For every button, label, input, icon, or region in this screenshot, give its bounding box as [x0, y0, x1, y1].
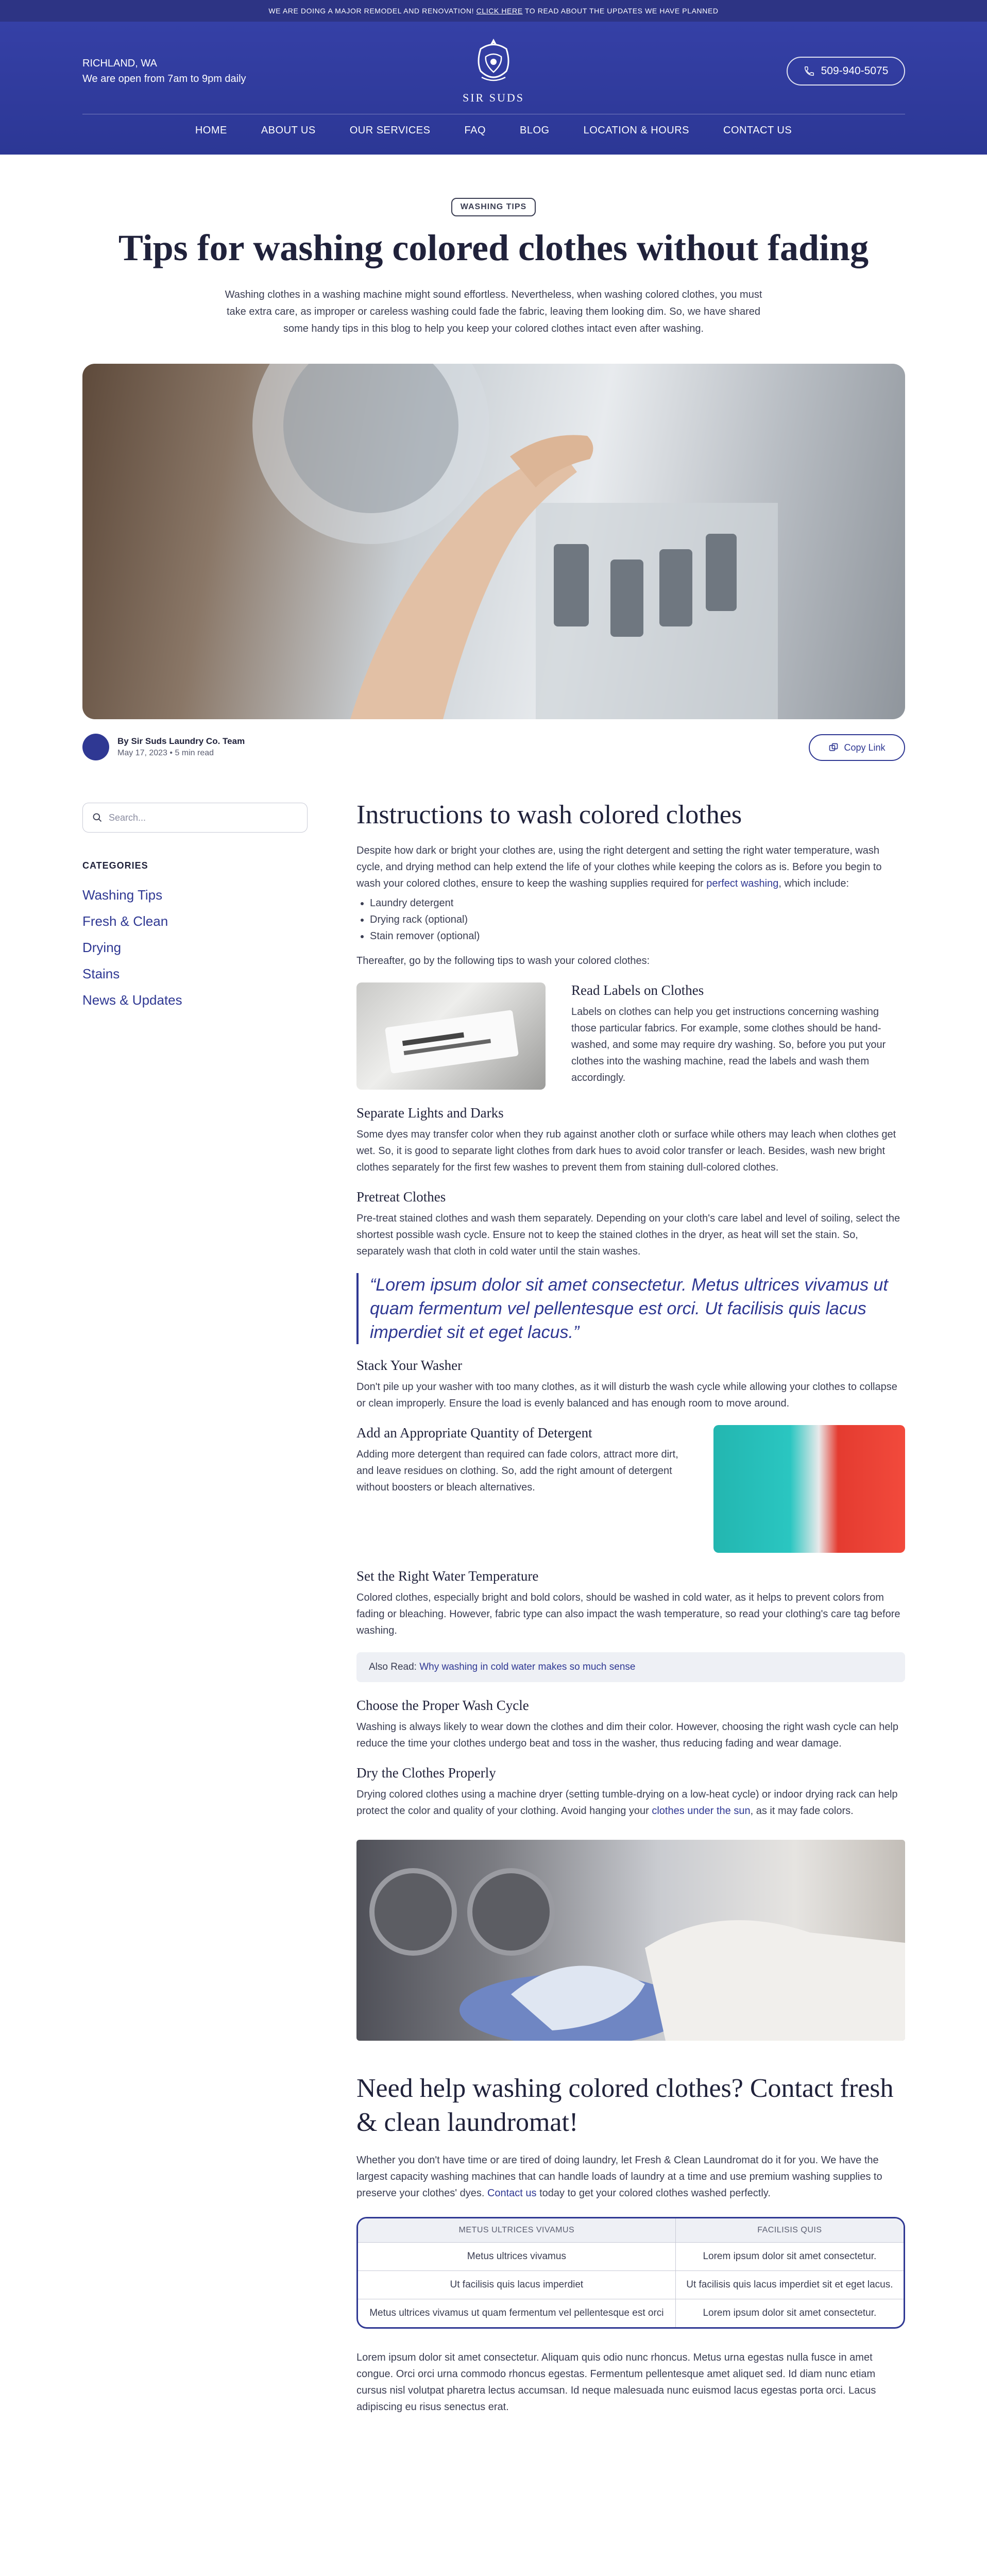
- announcement-link[interactable]: CLICK HERE: [476, 7, 523, 15]
- section-heading-instructions: Instructions to wash colored clothes: [356, 800, 742, 829]
- copy-link-button[interactable]: [809, 734, 905, 761]
- hero-image: [82, 364, 905, 719]
- logo-brand-text: SIR SUDS: [463, 91, 524, 104]
- table-row: [358, 2270, 904, 2299]
- supplies-list: [370, 895, 905, 944]
- paragraph-final: Lorem ipsum dolor sit amet consectetur. Aliquam quis odio nunc rhoncus. Metus urna egestas nulla fusce in amet congue. Orci orci urna commodo rhoncus egestas. Fermentum pellentesque amet aliquet sed. Id diam nunc etiam cursus nisl volutpat pharetra lectus accumsan. Id neque malesuada nunc euismod lacus egestas porta orci. Lacus adipiscing eu risus senectus erat.: [356, 2352, 876, 2413]
- article-meta: [117, 749, 245, 758]
- article-date: May 17, 2023: [117, 749, 167, 757]
- category-news-updates[interactable]: News & Updates: [82, 992, 182, 1008]
- author-avatar: [82, 734, 109, 760]
- table-header-row: [358, 2218, 904, 2242]
- search-input[interactable]: Search...: [109, 812, 146, 823]
- table-cell: Ut facilisis quis lacus imperdiet sit et eget lacus.: [675, 2270, 904, 2299]
- table-header-cell: FACILISIS QUIS: [675, 2218, 904, 2242]
- paragraph-tips-intro: Thereafter, go by the following tips to wash your colored clothes:: [356, 955, 650, 967]
- info-table: [356, 2217, 905, 2329]
- table-cell: Metus ultrices vivamus: [358, 2242, 675, 2270]
- laundry-illustration: [356, 1840, 905, 2041]
- nav-faq[interactable]: FAQ: [464, 125, 486, 136]
- detergent-block: [356, 1425, 905, 1553]
- nav-blog[interactable]: BLOG: [520, 125, 550, 136]
- table-header-cell: METUS ULTRICES VIVAMUS: [358, 2218, 675, 2242]
- supply-item: • Stain remover (optional): [370, 928, 905, 944]
- tip-text-dry: Drying colored clothes using a machine dryer (setting tumble-drying on a low-heat cycle) or indoor drying rack can help protect the color and quality of your clothing. Avoid hanging your clothes under the sun, as it may fade colors.: [356, 1789, 898, 1817]
- table-row: [358, 2242, 904, 2270]
- tip-heading-labels: Read Labels on Clothes: [571, 982, 704, 998]
- blockquote: “Lorem ipsum dolor sit amet consectetur. Metus ultrices vivamus ut quam fermentum vel pellentesque est orci. Ut facilisis quis lacus imperdiet sit et eget lacus.”: [356, 1273, 905, 1344]
- nav-home[interactable]: HOME: [195, 125, 227, 136]
- search-box[interactable]: [82, 803, 308, 833]
- paragraph-contact: Whether you don't have time or are tired of doing laundry, let Fresh & Clean Laundromat do it for you. We have the largest capacity washing machines that can handle loads of laundry at a time and use premium washing supplies to preserve your clothes' dyes. Contact us today to get your colored clothes washed perfectly.: [356, 2155, 882, 2199]
- site-logo[interactable]: [463, 36, 524, 113]
- announcement-text-after: TO READ ABOUT THE UPDATES WE HAVE PLANNED: [524, 7, 719, 15]
- hours-text: We are open from 7am to 9pm daily: [82, 73, 246, 84]
- table-cell: Lorem ipsum dolor sit amet consectetur.: [675, 2299, 904, 2327]
- tip-text-separate: Some dyes may transfer color when they rub against another cloth or surface while others may leach when clothes get wet. So, it is good to separate light clothes from dark hues to avoid color transfer or leach. Besides, wash new bright clothes separately for the first few washes to prevent them from staining dull-colored clothes.: [356, 1129, 896, 1173]
- clothing-label-illustration: [356, 982, 546, 1090]
- laundry-image: [356, 1840, 905, 2041]
- tip-text-pretreat: Pre-treat stained clothes and wash them separately. Depending on your cloth's care label and level of soiling, select the shortest possible wash cycle. Ensure not to keep the stained clothes in the dryer, as heat will set the stain. So, separately wash that cloth in cold water until the stain washes.: [356, 1213, 900, 1257]
- tip-heading-separate: Separate Lights and Darks: [356, 1105, 504, 1121]
- author-name: By Sir Suds Laundry Co. Team: [117, 736, 245, 746]
- read-time: 5 min read: [175, 749, 214, 757]
- article-intro: Washing clothes in a washing machine might sound effortless. Nevertheless, when washing colored clothes, you must take extra care, as improper or careless washing could fade the fabric, leaving them looking dim. So, we have shared some handy tips in this blog to help you keep your colored clothes intact even after washing.: [225, 289, 762, 334]
- tip-text-stack: Don't pile up your washer with too many clothes, as it will disturb the wash cycle while allowing your clothes to collapse or clean improperly. Ensure the load is evenly balanced and has enough room to move around.: [356, 1381, 897, 1409]
- colored-clothes-image: [713, 1425, 905, 1553]
- also-read-label: Also Read:: [369, 1662, 417, 1672]
- nav-about-us[interactable]: ABOUT US: [261, 125, 316, 136]
- tip-heading-pretreat: Pretreat Clothes: [356, 1189, 446, 1205]
- category-drying[interactable]: Drying: [82, 940, 122, 955]
- search-icon: [92, 812, 103, 823]
- category-stains[interactable]: Stains: [82, 966, 120, 981]
- hero-image-illustration: [82, 364, 905, 719]
- nav-our-services[interactable]: OUR SERVICES: [349, 125, 431, 136]
- tip-text-detergent: Adding more detergent than required can fade colors, attract more dirt, and leave residues on clothing. So, add the right amount of detergent without boosters or bleach alternatives.: [356, 1449, 678, 1493]
- tip-heading-temperature: Set the Right Water Temperature: [356, 1568, 539, 1584]
- also-read-box: [356, 1652, 905, 1682]
- contact-us-link[interactable]: Contact us: [487, 2188, 537, 2199]
- link-icon: [828, 742, 839, 753]
- nav-contact-us[interactable]: CONTACT US: [723, 125, 792, 136]
- tip-heading-detergent: Add an Appropriate Quantity of Detergent: [356, 1425, 592, 1440]
- author-block: [82, 732, 245, 762]
- copy-link-label: Copy Link: [844, 742, 886, 753]
- main-nav: [0, 125, 987, 137]
- perfect-washing-link[interactable]: perfect washing: [706, 878, 779, 889]
- phone-icon: [804, 65, 815, 77]
- meta-separator: •: [169, 749, 175, 757]
- site-header: [0, 22, 987, 155]
- header-phone-button[interactable]: [787, 57, 905, 86]
- table-cell: Metus ultrices vivamus ut quam fermentum vel pellentesque est orci: [358, 2299, 675, 2327]
- category-washing-tips[interactable]: Washing Tips: [82, 887, 163, 903]
- supply-item: • Laundry detergent: [370, 895, 905, 911]
- labels-block: [356, 982, 905, 1090]
- page-title: Tips for washing colored clothes without fading: [118, 227, 869, 268]
- header-location: [82, 56, 246, 87]
- logo-crest-icon: [470, 36, 517, 88]
- tip-heading-dry: Dry the Clothes Properly: [356, 1765, 496, 1781]
- nav-location-hours[interactable]: LOCATION & HOURS: [583, 125, 690, 136]
- location-text: RICHLAND, WA: [82, 58, 157, 69]
- category-badge[interactable]: WASHING TIPS: [451, 198, 536, 216]
- sun-drying-link[interactable]: clothes under the sun: [652, 1805, 751, 1817]
- categories-list: [82, 887, 182, 1019]
- header-phone-text: 509-940-5075: [821, 65, 889, 77]
- categories-heading: CATEGORIES: [82, 860, 148, 871]
- also-read-link[interactable]: Why washing in cold water makes so much sense: [419, 1662, 636, 1672]
- tip-text-cycle: Washing is always likely to wear down the clothes and dim their color. However, choosing the right wash cycle can help reduce the time your clothes undergo beat and toss in the washer, thus reducing fading and wear damage.: [356, 1721, 899, 1749]
- table-cell: Lorem ipsum dolor sit amet consectetur.: [675, 2242, 904, 2270]
- announcement-bar: [0, 0, 987, 22]
- clothing-label-image: [356, 982, 546, 1090]
- section-heading-contact: Need help washing colored clothes? Contact fresh & clean laundromat!: [356, 2074, 894, 2137]
- paragraph-intro: Despite how dark or bright your clothes are, using the right detergent and setting the right water temperature, wash cycle, and drying method can help extend the life of your clothes while keeping the colors as is. Before you begin to wash your colored clothes, ensure to keep the washing supplies required for perfect washing, which include:: [356, 845, 882, 889]
- tip-heading-cycle: Choose the Proper Wash Cycle: [356, 1698, 529, 1713]
- supply-item: • Drying rack (optional): [370, 911, 905, 928]
- article-body: [356, 800, 905, 2415]
- category-fresh-clean[interactable]: Fresh & Clean: [82, 913, 168, 929]
- tip-heading-stack: Stack Your Washer: [356, 1358, 463, 1373]
- tip-text-labels: Labels on clothes can help you get instructions concerning washing those particular fabrics. For example, some clothes should be hand-washed, and some may require dry washing. So, before you put your clothes into the washing machine, read the labels and wash them accordingly.: [571, 1006, 886, 1083]
- announcement-text: WE ARE DOING A MAJOR REMODEL AND RENOVATION!: [268, 7, 474, 15]
- tip-text-temperature: Colored clothes, especially bright and bold colors, should be washed in cold water, as it helps to prevent colors from fading or bleaching. However, fabric type can also impact the wash temperature, so read your clothing's care tag before washing.: [356, 1592, 900, 1636]
- table-cell: Ut facilisis quis lacus imperdiet: [358, 2270, 675, 2299]
- table-row: [358, 2299, 904, 2327]
